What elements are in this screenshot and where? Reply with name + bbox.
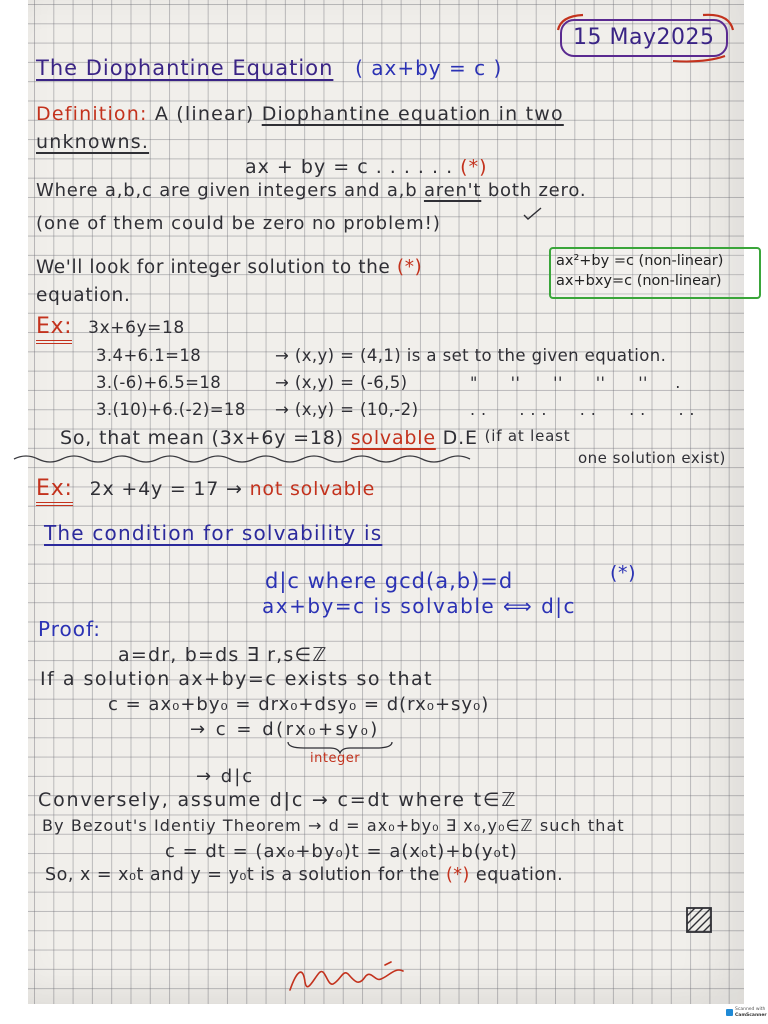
conclusion-text: So, that mean (3x+6y =18) xyxy=(60,427,344,449)
condition-mark: (*) xyxy=(610,562,637,584)
example1-equation: 3x+6y=18 xyxy=(88,318,185,338)
proof-line: → c = d(rx₀+sy₀) xyxy=(190,719,380,740)
conclusion-line xyxy=(60,428,570,450)
example2-equation: 2x +4y = 17 → xyxy=(89,478,243,500)
equation-mark: (*) xyxy=(460,156,488,178)
scanner-badge-line1: Scanned with xyxy=(735,1007,766,1012)
proof-line: a=dr, b=ds ∃ r,s∈ℤ xyxy=(118,644,328,666)
signature xyxy=(285,958,415,1000)
page-title: The Diophantine Equation xyxy=(36,56,334,80)
example1-line xyxy=(36,314,185,339)
where-end: both zero. xyxy=(487,180,587,201)
example1-row-result: → (x,y) = (-6,5) xyxy=(275,373,408,392)
example1-row-ditto: " '' '' '' '' . xyxy=(470,373,681,392)
condition-statement: d|c where gcd(a,b)=d xyxy=(265,569,514,593)
proof-line: c = dt = (ax₀+by₀)t = a(x₀t)+b(y₀t) xyxy=(165,841,518,862)
look-line-continuation: equation. xyxy=(36,285,131,306)
example2-label: Ex: xyxy=(36,476,73,506)
proof-line: Conversely, assume d|c → c=dt where t∈ℤ xyxy=(38,789,518,811)
note-line: (one of them could be zero no problem!) xyxy=(36,213,441,234)
example1-row-result: → (x,y) = (10,-2) xyxy=(275,400,419,419)
end-of-proof-icon xyxy=(685,906,713,934)
conclusion-highlight: solvable xyxy=(350,427,436,449)
proof-final-line xyxy=(45,865,563,885)
scanner-badge-line2: CamScanner xyxy=(735,1013,767,1018)
condition-equivalence: ax+by=c is solvable ⟺ d|c xyxy=(262,594,577,618)
example1-row-result: → (x,y) = (4,1) is a set to the given equation. xyxy=(275,346,667,365)
example2-line xyxy=(36,476,375,501)
definition-line xyxy=(36,104,564,126)
conclusion-note: (if at least xyxy=(484,427,571,445)
main-equation-line xyxy=(245,157,488,179)
proof-final-text: So, x = x₀t and y = y₀t is a solution for the xyxy=(45,865,440,885)
scanner-badge xyxy=(726,1007,766,1023)
conclusion-de: D.E xyxy=(442,427,478,449)
date-box xyxy=(555,12,735,64)
example1-row-calc: 3.4+6.1=18 xyxy=(96,346,202,365)
proof-label: Proof: xyxy=(38,617,102,641)
proof-line: By Bezout's Identiy Theorem → d = ax₀+by₀ ∃ x₀,y₀∈ℤ such that xyxy=(42,816,625,835)
condition-heading: The condition for solvability is xyxy=(44,521,383,545)
definition-label: Definition: xyxy=(36,103,148,125)
example1-row-calc: 3.(10)+6.(-2)=18 xyxy=(96,400,246,419)
definition-text: A (linear) xyxy=(154,103,255,125)
title-line xyxy=(36,56,502,80)
equation-dots: . . . . . . xyxy=(375,156,454,178)
conclusion-note-continuation: one solution exist) xyxy=(578,449,726,467)
example2-result: not solvable xyxy=(249,478,376,500)
nonlinear-note-box xyxy=(549,247,761,299)
example1-row-ditto: . . . . . . . . . . . xyxy=(470,400,695,419)
proof-line: c = ax₀+by₀ = drx₀+dsy₀ = d(rx₀+sy₀) xyxy=(108,694,490,715)
proof-final-mark: (*) xyxy=(445,865,470,885)
underbrace-label: integer xyxy=(310,751,361,766)
main-equation: ax + by = c xyxy=(245,156,369,178)
wavy-divider xyxy=(12,452,482,466)
tick-mark-icon xyxy=(522,206,544,222)
definition-term: Diophantine equation in two xyxy=(261,103,564,125)
example1-row-calc: 3.(-6)+6.5=18 xyxy=(96,373,222,392)
proof-final-end: equation. xyxy=(475,865,564,885)
definition-continuation: unknowns. xyxy=(36,131,150,153)
look-text: We'll look for integer solution to the xyxy=(36,257,391,278)
where-emphasis: aren't xyxy=(423,180,482,201)
look-line xyxy=(36,257,422,278)
where-line xyxy=(36,181,586,202)
where-text: Where a,b,c are given integers and a,b xyxy=(36,180,418,201)
title-formula: ( ax+by = c ) xyxy=(355,56,503,80)
proof-line: If a solution ax+by=c exists so that xyxy=(40,668,434,690)
date-text: 15 May2025 xyxy=(573,25,715,50)
example1-label: Ex: xyxy=(36,314,72,344)
camscanner-logo-icon xyxy=(726,1009,733,1016)
nonlinear-example-1: ax²+by =c (non-linear) xyxy=(556,253,724,269)
look-mark: (*) xyxy=(396,257,423,278)
proof-line: → d|c xyxy=(196,766,255,787)
nonlinear-example-2: ax+bxy=c (non-linear) xyxy=(556,273,722,290)
